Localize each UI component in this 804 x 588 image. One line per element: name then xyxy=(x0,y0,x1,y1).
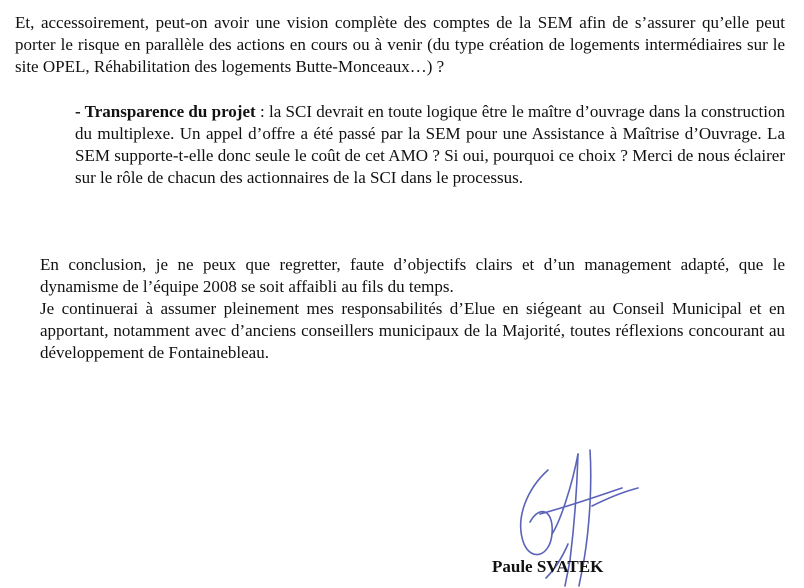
paragraph-sem-accounts: Et, accessoirement, peut-on avoir une vision complète des comptes de la SEM afin de s’assurer qu’elle peut porter le risque en parallèle des actions en cours ou à venir (du type création de logements intermédiaires sur le site OPEL, Réhabilitation des logements Butte-Monceaux…) ? xyxy=(15,13,785,76)
paragraph-transparence xyxy=(75,101,785,189)
signer-name: Paule SVATEK xyxy=(492,557,604,576)
conclusion-line-2: Je continuerai à assumer pleinement mes responsabilités d’Elue en siégeant au Conseil Municipal et en apportant, notamment avec d’anciens conseillers municipaux de la Majorité, toutes réflexions concourant au développement de Fontainebleau. xyxy=(40,299,785,362)
paragraph-conclusion xyxy=(40,254,785,364)
transparence-heading: - Transparence du projet xyxy=(75,102,256,121)
conclusion-line-1: En conclusion, je ne peux que regretter, faute d’objectifs clairs et d’un management adapté, que le dynamisme de l’équipe 2008 se soit affaibli au fils du temps. xyxy=(40,255,785,296)
transparence-body: : la SCI devrait en toute logique être le maître d’ouvrage dans la construction du multiplexe. Un appel d’offre a été passé par la SEM pour une Assistance à Maîtrise d’Ouvrage. La SEM supporte-t-elle donc seule le coût de cet AMO ? Si oui, pourquoi ce choix ? Merci de nous éclairer sur le rôle de chacun des actionnaires de la SCI dans le processus. xyxy=(75,102,785,187)
